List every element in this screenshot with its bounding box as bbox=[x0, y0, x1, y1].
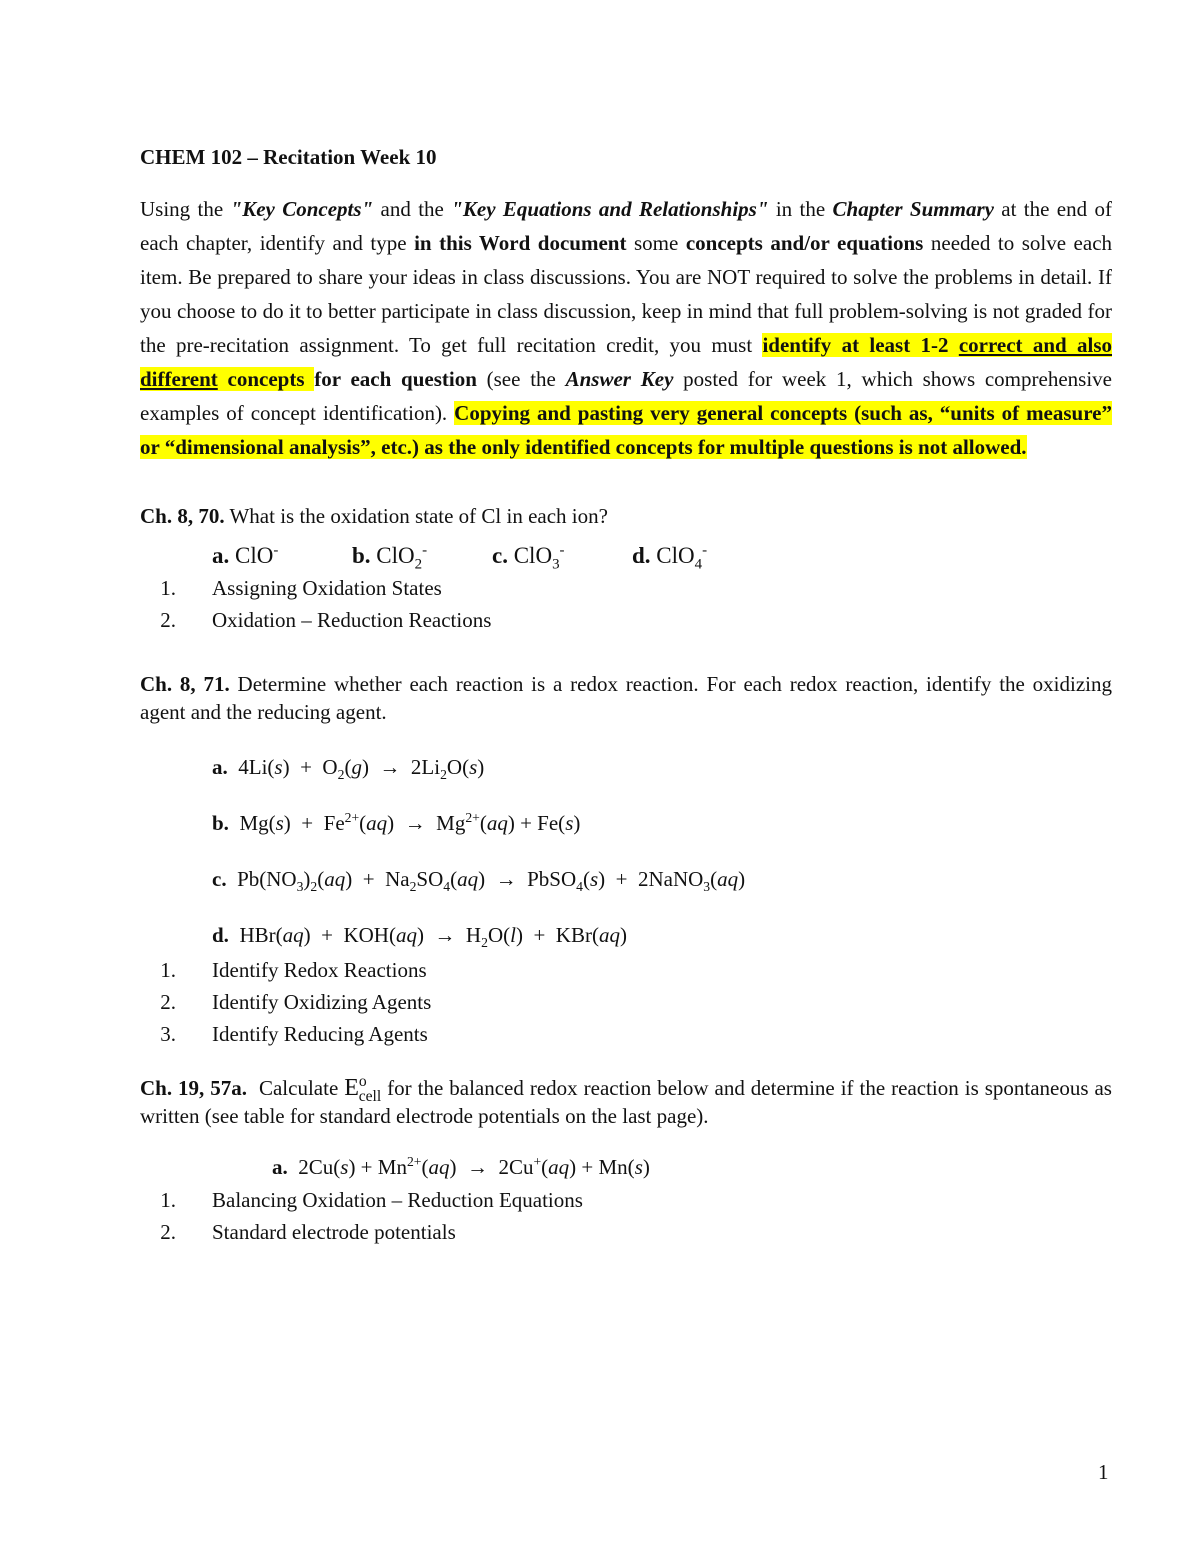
list-item: 2. Oxidation – Reduction Reactions bbox=[160, 608, 492, 632]
question-text: Ch. 8, 70. What is the oxidation state of Cl in each ion? bbox=[140, 504, 608, 528]
intro-answer-key: Answer Key bbox=[565, 367, 674, 391]
intro-text: needed to solve each item. Be prepared to share your ideas in class discussions. You are NOT required to solve the problems in detail. If you choose to do it to better participate in class discussion, keep in mind that full problem-solving is not graded for the pre-recitation assignment. To get full recitation credit, you must bbox=[140, 231, 1113, 357]
ion-option-c: c. ClO$_3$- bbox=[492, 542, 565, 573]
ion-option-a: a. ClO- bbox=[212, 542, 279, 568]
list-item: 2. Standard electrode potentials bbox=[160, 1220, 456, 1244]
highlight-requirement: identify at least 1-2 correct and also different concepts bbox=[140, 333, 1112, 391]
intro-key-equations: "Key Equations and Relationships" bbox=[451, 197, 769, 221]
question-label: Ch. 19, 57a. bbox=[140, 1076, 248, 1100]
question-ch8-70 bbox=[140, 502, 1112, 636]
intro-text: (see the bbox=[476, 367, 566, 391]
instructions-paragraph bbox=[140, 192, 1112, 464]
intro-text: and the bbox=[373, 197, 452, 221]
intro-concepts-equations: concepts and/or equations bbox=[685, 231, 924, 255]
reaction-b: b. $Mg(s) + Fe^{2+}(aq) \to Mg^{2+}(aq) + Fe(s)$ bbox=[212, 810, 581, 835]
question-label: Ch. 8, 71. bbox=[140, 672, 230, 696]
reaction-a: a. $4Li(s) + O_2(g) \to 2Li_2O(s)$ bbox=[212, 755, 485, 783]
document-page bbox=[140, 140, 1112, 1248]
intro-each-question: for each question bbox=[314, 367, 477, 391]
reaction-c: c. $Pb(NO_3)_2(aq) + Na_2SO_4(aq)$ → PbSO$_4$(s) + 2NaNO$_3$(aq) bbox=[212, 867, 746, 895]
intro-text: posted for week 1, which shows comprehensive examples of concept identification). bbox=[140, 367, 1112, 425]
reaction-d: d. $HBr(aq) + KOH(aq) \to H_2O(l) + KBr(aq)$ bbox=[212, 923, 627, 951]
ion-option-b: b. ClO$_2$- bbox=[352, 542, 428, 573]
intro-key-concepts: "Key Concepts" bbox=[230, 197, 374, 221]
concept-list bbox=[140, 1184, 1112, 1248]
intro-word-document: in this Word document bbox=[414, 231, 627, 255]
question-ch8-71 bbox=[140, 670, 1112, 1050]
concept-list bbox=[140, 572, 1112, 636]
page-title: CHEM 102 – Recitation Week 10 bbox=[140, 145, 437, 169]
intro-text: in the bbox=[768, 197, 833, 221]
question-text: Ch. 8, 71. Determine whether each reaction is a redox reaction. For each redox reaction, identify the oxidizing agent and the reducing agent. bbox=[140, 672, 1112, 724]
ion-options bbox=[212, 542, 1112, 573]
highlight-warning: Copying and pasting very general concepts (such as, “units of measure” or “dimensional analysis”, etc.) as the only identified concepts for multiple questions is not allowed. bbox=[140, 401, 1112, 459]
list-item: 1. Assigning Oxidation States bbox=[160, 576, 442, 600]
intro-text: at the end of each chapter, identify and type bbox=[140, 197, 1112, 255]
ion-option-d: d. ClO$_4$- bbox=[632, 542, 708, 573]
intro-text: some bbox=[626, 231, 686, 255]
intro-text: Using the bbox=[140, 197, 231, 221]
list-item: 1. Identify Redox Reactions bbox=[160, 958, 427, 982]
page-number: 1 bbox=[1098, 1460, 1109, 1484]
concept-list bbox=[140, 954, 1112, 1050]
question-ch19-57a bbox=[140, 1074, 1112, 1248]
list-item: 1. Balancing Oxidation – Reduction Equations bbox=[160, 1188, 583, 1212]
question-label: Ch. 8, 70. bbox=[140, 504, 225, 528]
question-text: Ch. 19, 57a. Calculate $E^o_{cell}$ for the balanced redox reaction below and determine if the reaction is spontaneous as written (see table for standard electrode potentials on the last page). bbox=[140, 1073, 1112, 1128]
ecell-symbol: $E^o_{cell}$ bbox=[344, 1073, 382, 1105]
list-item: 3. Identify Reducing Agents bbox=[160, 1022, 428, 1046]
underlined-correct-different: correct and also different bbox=[140, 333, 1112, 391]
list-item: 2. Identify Oxidizing Agents bbox=[160, 990, 432, 1014]
reaction-3a: a. $2Cu(s) + Mn^{2+}(aq) \to 2Cu^+(aq) + Mn(s)$ bbox=[272, 1154, 650, 1179]
intro-chapter-summary: Chapter Summary bbox=[832, 197, 994, 221]
